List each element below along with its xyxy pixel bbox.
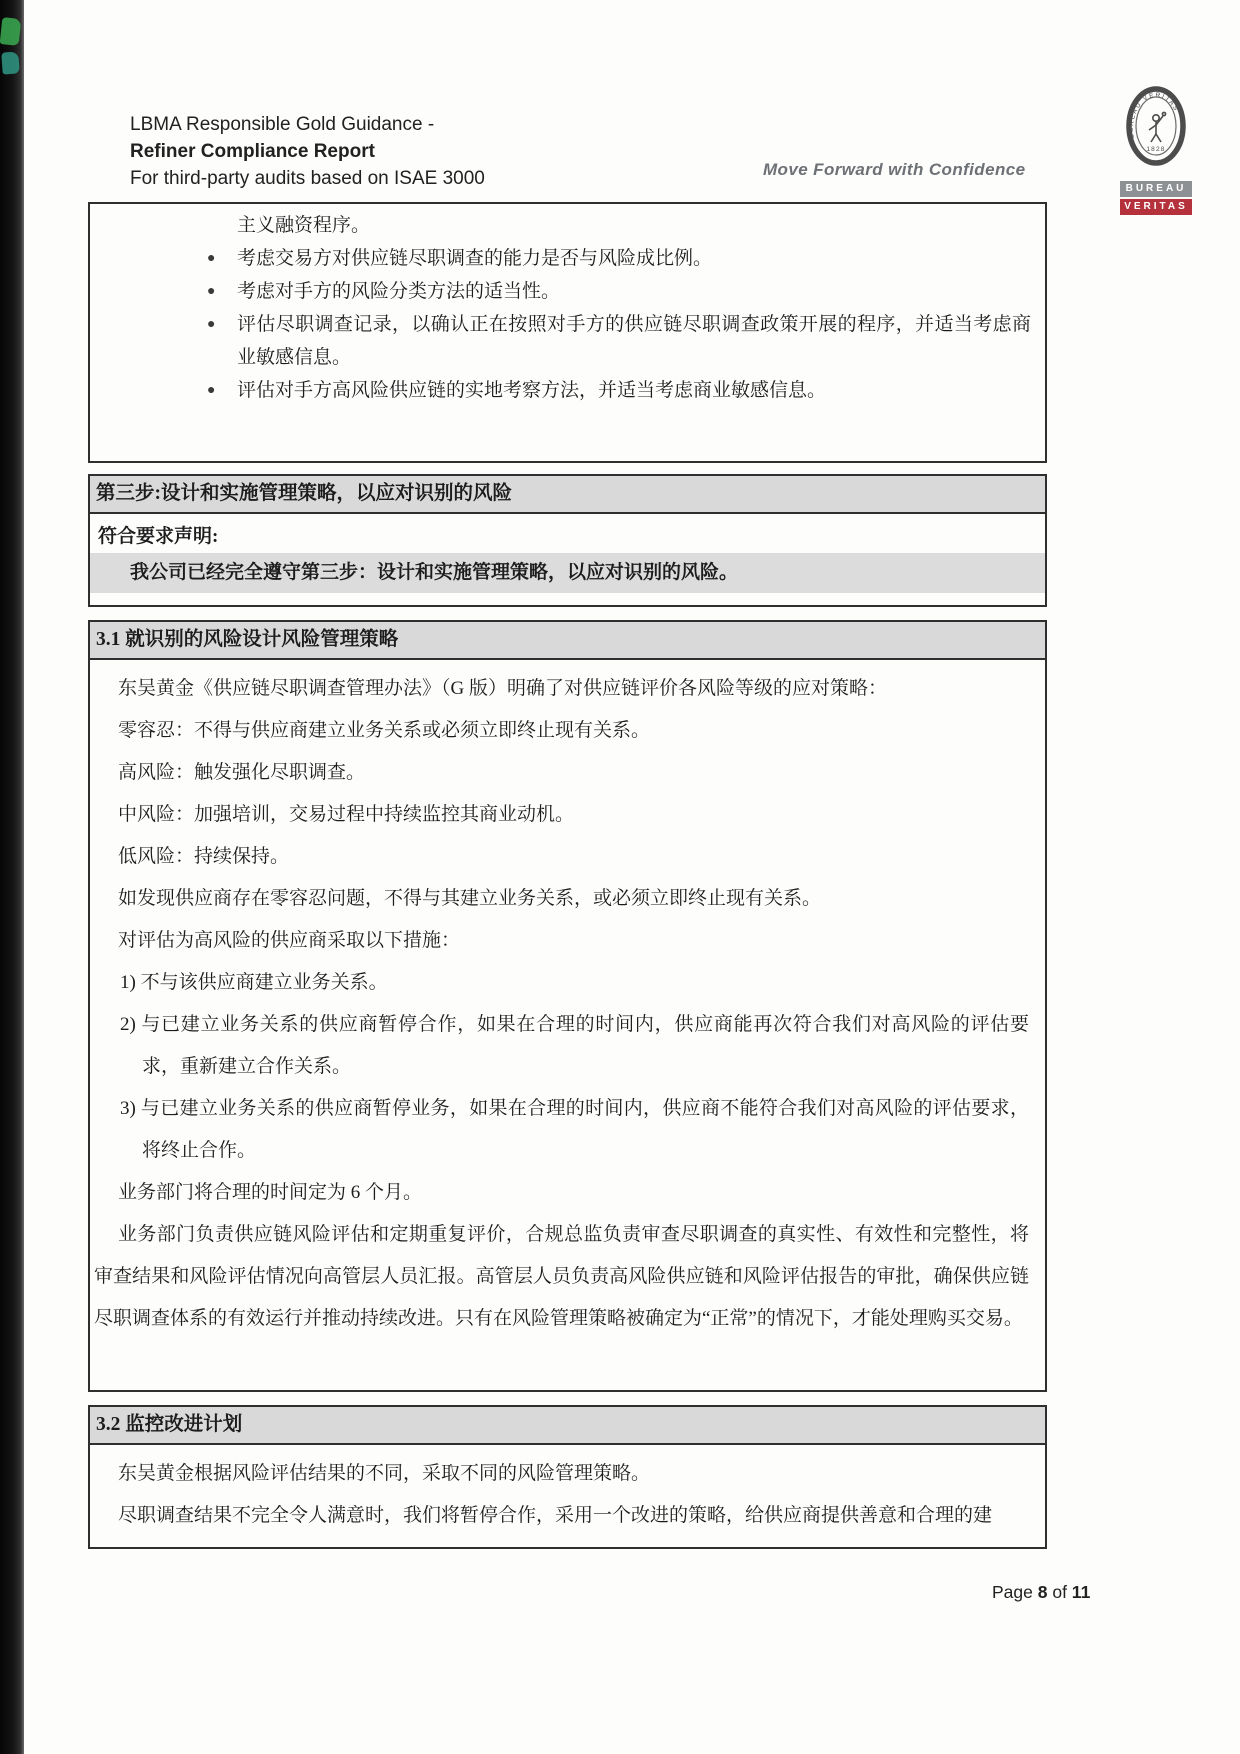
- continuation-text: 主义融资程序。: [237, 215, 371, 236]
- list-item: [205, 275, 1031, 308]
- logo-year: 1828: [1146, 146, 1166, 153]
- logo-arc-text: BUREAU VERITAS: [1127, 91, 1180, 139]
- logo-box-veritas: VERITAS: [1120, 199, 1192, 215]
- paragraph: 中风险：加强培训，交易过程中持续监控其商业动机。: [118, 804, 575, 825]
- bureau-veritas-emblem-icon: [1120, 82, 1192, 174]
- bullet-continuation-box: [88, 202, 1047, 463]
- step3-section-header: 第三步:设计和实施管理策略，以应对识别的风险: [90, 476, 1045, 514]
- numbered-item: 1) 不与该供应商建立业务关系。: [120, 972, 388, 993]
- report-body: [88, 202, 1047, 1549]
- bullet-icon: ●: [207, 383, 216, 398]
- bullet-icon: ●: [207, 284, 216, 299]
- step3-declaration-box: [88, 474, 1047, 607]
- footer-total-pages: 11: [1071, 1582, 1091, 1602]
- scan-edge-strip: [0, 0, 24, 1754]
- list-item: [205, 374, 1031, 407]
- declaration-label: 符合要求声明:: [98, 526, 219, 547]
- footer-of: of: [1047, 1582, 1072, 1602]
- logo-figure: [1149, 112, 1166, 142]
- list-item: [205, 308, 1031, 374]
- logo-box-bureau: BUREAU: [1120, 181, 1192, 197]
- bullet-icon: ●: [207, 317, 216, 332]
- page-footer: [992, 1582, 1090, 1603]
- section-3-2-box: [88, 1405, 1047, 1549]
- bureau-veritas-logo: [1118, 82, 1194, 215]
- paragraph: 高风险：触发强化尽职调查。: [118, 762, 366, 783]
- section-3-1-header: 3.1 就识别的风险设计风险管理策略: [90, 622, 1045, 660]
- header-line-2: Refiner Compliance Report: [130, 141, 375, 162]
- scan-artifact-teal: [1, 51, 19, 74]
- section-3-1-body: [90, 660, 1045, 1390]
- header-line-1: LBMA Responsible Gold Guidance -: [130, 114, 435, 135]
- paragraph: 对评估为高风险的供应商采取以下措施：: [118, 930, 461, 951]
- paragraph: 尽职调查结果不完全令人满意时，我们将暂停合作，采用一个改进的策略，给供应商提供善意和合理的建: [118, 1505, 993, 1526]
- declaration-body: [90, 514, 1045, 605]
- section-3-2-header: 3.2 监控改进计划: [90, 1407, 1045, 1445]
- paragraph: 东吴黄金《供应链尽职调查管理办法》（G 版）明确了对供应链评价各风险等级的应对策略：: [118, 678, 887, 699]
- bullet-text: 评估尽职调查记录，以确认正在按照对手方的供应链尽职调查政策开展的程序，并适当考虑商业敏感信息。: [237, 314, 1031, 368]
- declaration-statement: 我公司已经完全遵守第三步：设计和实施管理策略，以应对识别的风险。: [90, 553, 1045, 593]
- header-line-3: For third-party audits based on ISAE 3000: [130, 168, 485, 189]
- paragraph: 低风险：持续保持。: [118, 846, 290, 867]
- paragraph: 业务部门将合理的时间定为 6 个月。: [118, 1182, 423, 1203]
- list-item: [205, 242, 1031, 275]
- paragraph: 业务部门负责供应链风险评估和定期重复评价，合规总监负责审查尽职调查的真实性、有效性和完整性，将审查结果和风险评估情况向高管层人员汇报。高管层人员负责高风险供应链和风险评估报告的审批，确保供应链尽职调查体系的有效运行并推动持续改进。只有在风险管理策略被确定为“正常”的情况下，才能处理购买交易。: [94, 1224, 1029, 1329]
- bullet-text: 评估对手方高风险供应链的实地考察方法，并适当考虑商业敏感信息。: [237, 380, 827, 401]
- section-3-2-body: [90, 1445, 1045, 1547]
- numbered-item: 2) 与已建立业务关系的供应商暂停合作，如果在合理的时间内，供应商能再次符合我们对高风险的评估要求，重新建立合作关系。: [120, 1014, 1029, 1077]
- bullet-icon: ●: [207, 251, 216, 266]
- bullet-text: 考虑对手方的风险分类方法的适当性。: [237, 281, 561, 302]
- document-header: [130, 111, 485, 192]
- numbered-item: 3) 与已建立业务关系的供应商暂停业务，如果在合理的时间内，供应商不能符合我们对高风险的评估要求，将终止合作。: [120, 1098, 1029, 1161]
- footer-page-number: 8: [1037, 1582, 1048, 1602]
- paragraph: 东吴黄金根据风险评估结果的不同，采取不同的风险管理策略。: [118, 1463, 651, 1484]
- section-3-1-box: [88, 620, 1047, 1392]
- bullet-text: 考虑交易方对供应链尽职调查的能力是否与风险成比例。: [237, 248, 713, 269]
- paragraph: 零容忍：不得与供应商建立业务关系或必须立即终止现有关系。: [118, 720, 651, 741]
- scan-artifact-green: [0, 17, 21, 46]
- brand-tagline: Move Forward with Confidence: [763, 160, 1026, 179]
- paragraph: 如发现供应商存在零容忍问题，不得与其建立业务关系，或必须立即终止现有关系。: [118, 888, 822, 909]
- footer-prefix: Page: [992, 1582, 1038, 1602]
